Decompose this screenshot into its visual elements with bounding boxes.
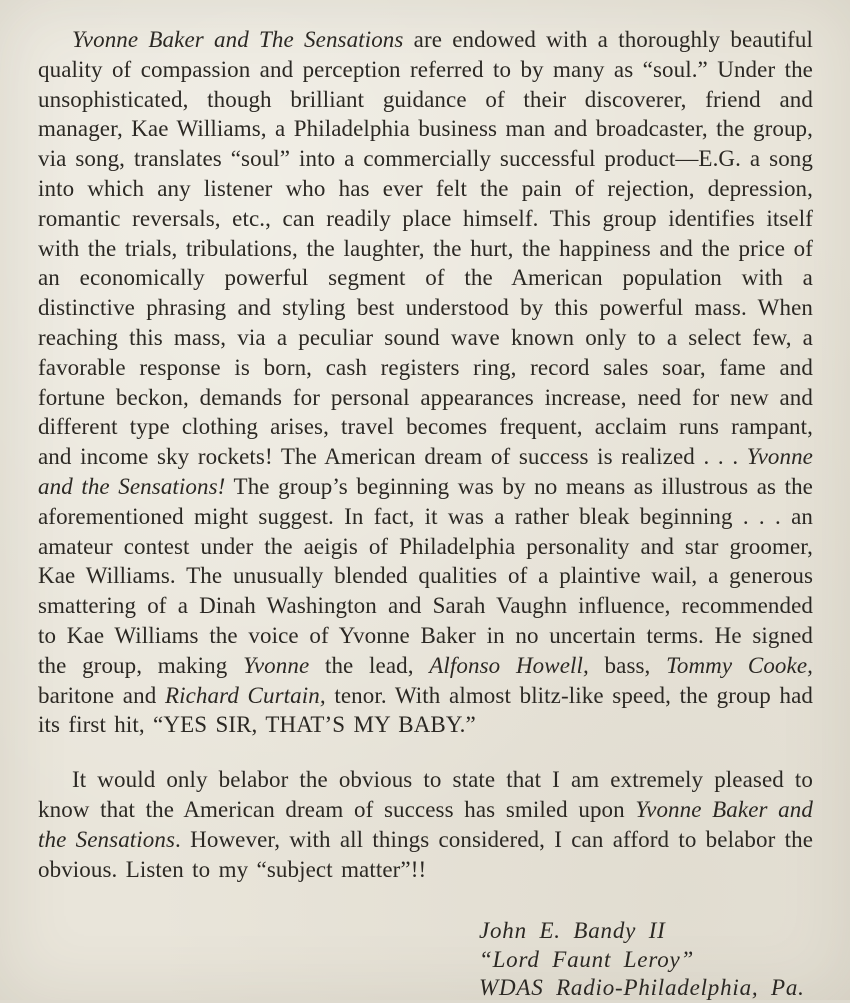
signature-name: John E. Bandy II bbox=[479, 918, 666, 944]
paragraph-bio bbox=[38, 25, 813, 740]
text-segment-member-name: Alfonso Howell, bbox=[429, 652, 589, 678]
text-segment-group-name: Yvonne Baker and The Sensations bbox=[72, 27, 404, 52]
text-segment-member-name: Tommy Cooke, bbox=[666, 652, 813, 678]
signature-nickname: “Lord Faunt Leroy” bbox=[479, 946, 695, 972]
text-segment: are endowed with a thoroughly beautiful quality of compassion and perception referred to by many as “soul.” Under the unsophisticated, though brilliant guidance of their discoverer, friend and manager, Kae Williams, a Philadelphia business man and broadcaster, the group, via song, translates “soul” into a commercially successful product—E.G. a song into which any listener who has ever felt the pain of rejection, depression, romantic reversals, etc., can readily place himself. This group identifies itself with the trials, tribulations, the laughter, the hurt, the happiness and the price of an economically powerful segment of the American population with a distinctive phrasing and styling best understood by this powerful mass. When reaching this mass, via a peculiar sound wave known only to a select few, a favorable response is born, cash registers ring, record sales soar, fame and fortune beckon, demands for personal appearances increase, need for new and different type clothing arises, travel becomes frequent, acclaim runs rampant, and income sky rockets! The American dream of success is realized . . . bbox=[38, 27, 813, 470]
signature-block bbox=[479, 917, 813, 1003]
text-segment: the lead, bbox=[309, 652, 430, 678]
text-segment: It would only belabor the obvious to state that I am extremely pleased to know that the American dream of success has smiled upon bbox=[38, 767, 813, 822]
paragraph-closing bbox=[38, 765, 813, 884]
text-segment-member-name: Yvonne bbox=[243, 652, 310, 678]
text-segment: The group’s beginning was by no means as illustrous as the aforementioned might suggest. In fact, it was a rather bleak beginning . . . an amateur contest under the aeigis of Philadelphia personality and star groomer, Kae Williams. The unusually blended qualities of a plaintive wail, a generous smattering of a Dinah Washington and Sarah Vaughn influence, recommended to Kae Williams the voice of Yvonne Baker in no uncertain terms. He signed the group, making bbox=[38, 473, 813, 678]
text-segment: tenor. With almost blitz-like speed, the group had its first hit, “YES SIR, THAT’S MY BABY.” bbox=[38, 682, 813, 738]
text-segment: bass, bbox=[588, 652, 667, 678]
text-segment: baritone and bbox=[38, 682, 165, 708]
signature-station: WDAS Radio-Philadelphia, Pa. bbox=[479, 975, 805, 1001]
text-segment-group-name: Yvonne and the Sensations! bbox=[38, 444, 813, 499]
text-segment-member-name: Richard Curtain, bbox=[164, 682, 326, 708]
text-segment-group-name: Yvonne Baker and the Sensations bbox=[38, 796, 813, 852]
text-segment: . However, with all things considered, I can afford to belabor the obvious. Listen to my “subject matter”!! bbox=[38, 826, 813, 882]
